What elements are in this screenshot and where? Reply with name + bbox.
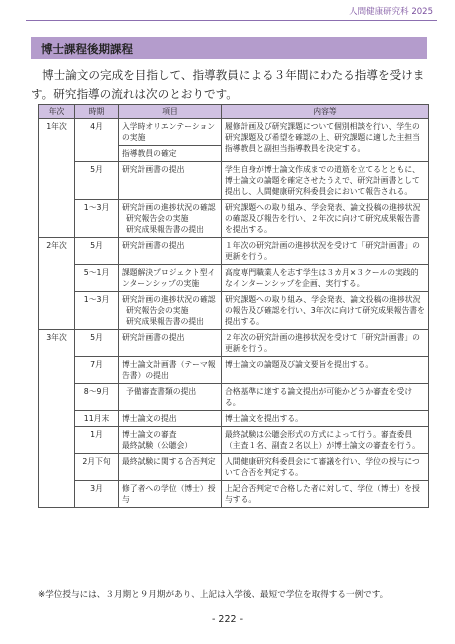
content-cell: 学生自身が博士論文作成までの道筋を立てるとともに、博士論文の論題を確定させたうえで、研究計画書として提出し、人間健康研究科委員会において報告される。: [222, 162, 429, 200]
item-text: 博士論文計画書（テーマ報告書）の提出: [122, 360, 216, 380]
period-cell: 1～3月: [75, 200, 119, 238]
period-cell: 2月下旬: [75, 454, 119, 481]
item-cell: [119, 265, 222, 292]
table-row: [39, 162, 429, 200]
period-cell: 5月: [75, 238, 119, 265]
item-cell: [119, 200, 222, 238]
table-row: [39, 384, 429, 411]
table-row: [39, 330, 429, 357]
item-text: 研究計画の進捗状況の確認: [122, 203, 216, 212]
table-row: [39, 454, 429, 481]
section-heading: 博士課程後期課程: [31, 37, 427, 59]
item-text: 研究報告会の実施: [126, 214, 189, 223]
period-cell: 5月: [75, 162, 119, 200]
table-row: [39, 119, 429, 162]
item-text: 最終試験に関する合否判定: [122, 457, 216, 466]
header-content: 内容等: [222, 105, 429, 119]
table-row: [39, 200, 429, 238]
table-row: [39, 292, 429, 330]
item-text: 予備審査書類の提出: [126, 387, 197, 396]
content-cell: 博士論文を提出する。: [222, 411, 429, 427]
period-cell: 8～9月: [75, 384, 119, 411]
item-text: 博士論文の提出: [122, 414, 177, 423]
table-header-row: [39, 105, 429, 119]
content-cell: 人間健康研究科委員会にて審議を行い、学位の授与について合否を判定する。: [222, 454, 429, 481]
item-text: 指導教員の確定: [119, 145, 221, 159]
item-text: 研究計画書の提出: [122, 241, 185, 250]
table-row: [39, 265, 429, 292]
content-cell: 研究課題への取り組み、学会発表、論文投稿の進捗状況の確認及び報告を行い、２年次に向けて研究成果報告書を提出する。: [222, 200, 429, 238]
item-text: 研究計画書の提出: [122, 165, 185, 174]
period-cell: 11月末: [75, 411, 119, 427]
year-cell: 2年次: [39, 238, 75, 330]
header-item: 項目: [119, 105, 222, 119]
item-text: 研究計画の進捗状況の確認: [122, 295, 216, 304]
content-cell: １年次の研究計画の進捗状況を受けて「研究計画書」の更新を行う。: [222, 238, 429, 265]
period-cell: 5～1月: [75, 265, 119, 292]
header-title: 人間健康研究科 2025: [349, 7, 433, 17]
footnote: ※学位授与には、３月期と９月期があり、上記は入学後、最短で学位を取得する一例です。: [38, 590, 389, 600]
content-cell: 博士論文の論題及び論文要旨を提出する。: [222, 357, 429, 384]
table-row: [39, 411, 429, 427]
year-cell: 3年次: [39, 330, 75, 508]
item-cell: [119, 384, 222, 411]
table-row: [39, 427, 429, 454]
content-cell: 高度専門職業人を志す学生は３カ月×３クールの実践的なインターンシップを企画、実行する。: [222, 265, 429, 292]
year-cell: 1年次: [39, 119, 75, 238]
item-text: 修了者への学位（博士）授与: [122, 484, 216, 504]
content-cell: 上記合否判定で合格した者に対して、学位（博士）を授与する。: [222, 481, 429, 508]
item-text: 最終試験（公聴会）: [122, 441, 193, 450]
item-cell: [119, 481, 222, 508]
content-cell: ２年次の研究計画の進捗状況を受けて「研究計画書」の更新を行う。: [222, 330, 429, 357]
content-cell: 合格基準に達する論文提出が可能かどうか審査を受ける。: [222, 384, 429, 411]
intro-line-2: す。研究指導の流れは次のとおりです。: [31, 87, 238, 101]
item-text: 入学時オリエンテーションの実施: [122, 122, 216, 142]
table-row: [39, 481, 429, 508]
content-cell: 研究課題への取り組み、学会発表、論文投稿の進捗状況の報告及び確認を行い、3年次に向けて研究成果報告書を提出する。: [222, 292, 429, 330]
item-text: 研究報告会の実施: [126, 306, 189, 315]
item-cell: [119, 162, 222, 200]
header-period: 時期: [75, 105, 119, 119]
table-row: [39, 357, 429, 384]
period-cell: 7月: [75, 357, 119, 384]
period-cell: 1～3月: [75, 292, 119, 330]
period-cell: 1月: [75, 427, 119, 454]
item-cell: [119, 427, 222, 454]
item-text: 研究計画書の提出: [122, 333, 185, 342]
item-cell: [119, 454, 222, 481]
intro-paragraph: [31, 66, 441, 104]
item-text: 研究成果報告書の提出: [126, 317, 204, 326]
period-cell: 4月: [75, 119, 119, 162]
page-number: - 222 -: [211, 614, 244, 625]
intro-line-1: 博士論文の完成を目指して、指導教員による３年間にわたる指導を受けま: [42, 68, 425, 82]
item-text: 博士論文の審査: [122, 430, 177, 439]
item-cell: [119, 411, 222, 427]
schedule-table: [38, 104, 429, 508]
item-cell: [119, 330, 222, 357]
item-text: 課題解決プロジェクト型インターンシップの実施: [122, 268, 216, 288]
item-cell: [119, 238, 222, 265]
header-year: 年次: [39, 105, 75, 119]
period-cell: 5月: [75, 330, 119, 357]
period-cell: 3月: [75, 481, 119, 508]
table-row: [39, 238, 429, 265]
item-cell: [119, 357, 222, 384]
content-cell: 履修計画及び研究課題について個別相談を行い、学生の研究課題及び希望を確認の上、研究課題に適した主担当指導教員と副担当指導教員を決定する。: [222, 119, 429, 162]
content-cell: 最終試験は公聴会形式の方式によって行う。審査委員（主査１名、副査２名以上）が博士論文の審査を行う。: [222, 427, 429, 454]
item-text: 研究成果報告書の提出: [126, 225, 204, 234]
item-cell: [119, 119, 222, 162]
item-cell: [119, 292, 222, 330]
header-divider: [26, 20, 437, 21]
